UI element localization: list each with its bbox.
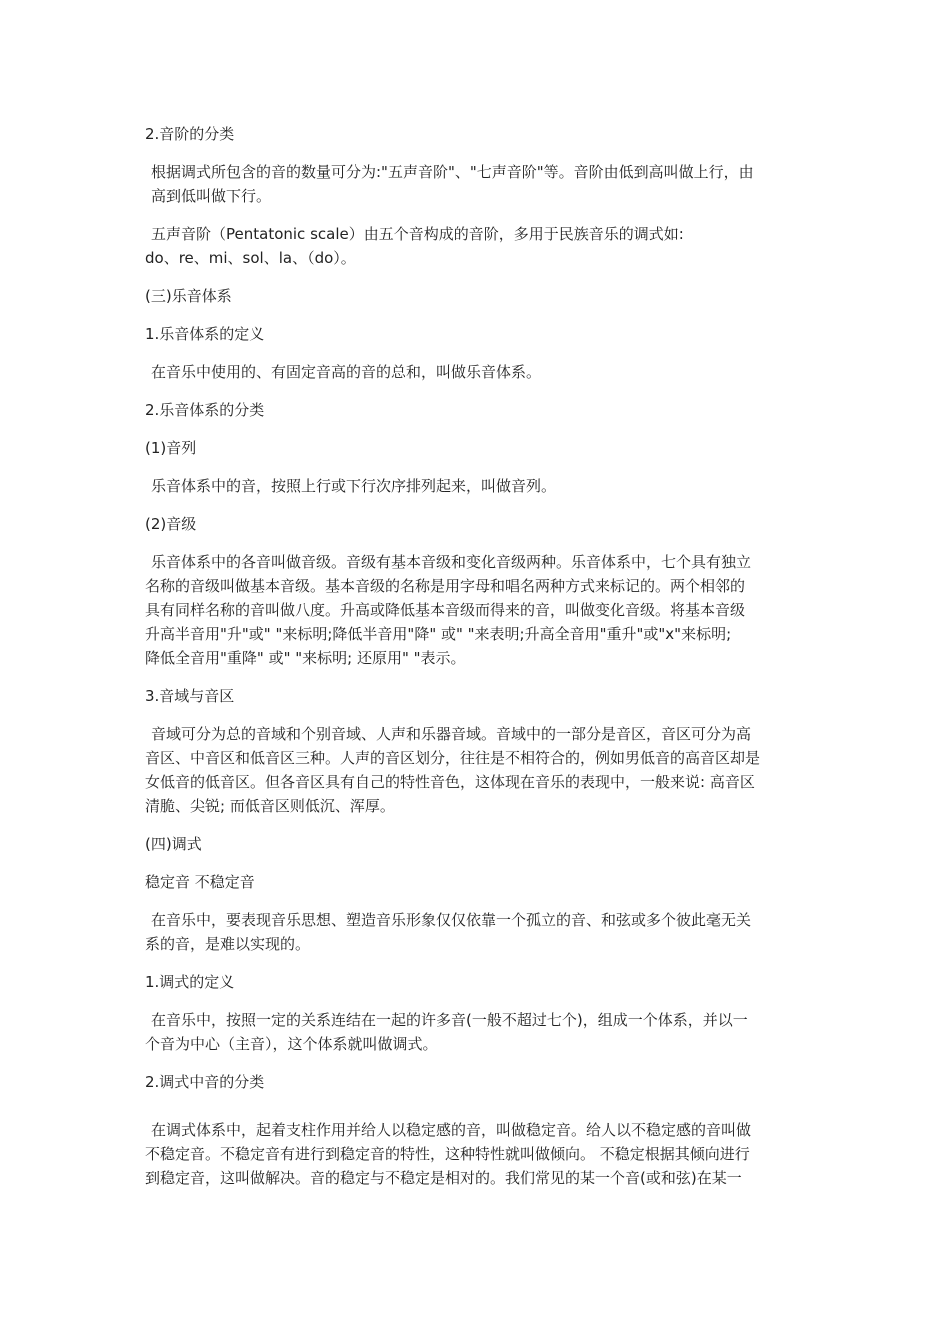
- paragraph-line: 到稳定音，这叫做解决。音的稳定与不稳定是相对的。我们常见的某一个音(或和弦)在某一: [145, 1169, 742, 1187]
- paragraph-line: 乐音体系中的音，按照上行或下行次序排列起来，叫做音列。: [151, 477, 557, 495]
- paragraph-line: 清脆、尖锐; 而低音区则低沉、浑厚。: [145, 797, 395, 815]
- section-heading: 2.音阶的分类: [145, 125, 235, 143]
- paragraph-line: 不稳定音。不稳定音有进行到稳定音的特性，这种特性就叫做倾向。 不稳定根据其倾向进行: [145, 1145, 750, 1163]
- paragraph-line: 个音为中心（主音），这个体系就叫做调式。: [145, 1035, 438, 1053]
- section-heading: 2.乐音体系的分类: [145, 401, 265, 419]
- paragraph-line: 升高半音用"升"或" "来标明;降低半音用"降" 或" "来表明;升高全音用"重升"或"x"来标明;: [145, 625, 732, 643]
- section-heading: 2.调式中音的分类: [145, 1073, 265, 1091]
- paragraph: [145, 1008, 813, 1056]
- paragraph-line: 五声音阶（Pentatonic scale）由五个音构成的音阶，多用于民族音乐的调式如:: [151, 225, 684, 243]
- paragraph-line: 在音乐中，要表现音乐思想、塑造音乐形象仅仅依靠一个孤立的音、和弦或多个彼此毫无关: [151, 911, 752, 929]
- section-heading: 1.调式的定义: [145, 973, 235, 991]
- section-heading: 1.乐音体系的定义: [145, 325, 265, 343]
- paragraph-line: 系的音，是难以实现的。: [145, 935, 311, 953]
- paragraph: [145, 1118, 813, 1190]
- paragraph: [145, 474, 813, 498]
- paragraph: [145, 550, 813, 670]
- paragraph-line: 在音乐中使用的、有固定音高的音的总和，叫做乐音体系。: [151, 363, 542, 381]
- paragraph-line: 名称的音级叫做基本音级。基本音级的名称是用字母和唱名两种方式来标记的。两个相邻的: [145, 577, 746, 595]
- paragraph: [145, 222, 813, 270]
- section-heading: 3.音域与音区: [145, 687, 235, 705]
- section-heading: (三)乐音体系: [145, 287, 232, 305]
- paragraph-line: 女低音的低音区。但各音区具有自己的特性音色，这体现在音乐的表现中，一般来说: 高音区: [145, 773, 755, 791]
- paragraph: [145, 360, 813, 384]
- section-heading: (四)调式: [145, 835, 202, 853]
- paragraph-line: 音域可分为总的音域和个别音域、人声和乐器音域。音域中的一部分是音区，音区可分为高: [151, 725, 752, 743]
- paragraph-line: do、re、mi、sol、la、（do）。: [145, 249, 356, 267]
- paragraph: [145, 908, 813, 956]
- paragraph-line: 乐音体系中的各音叫做音级。音级有基本音级和变化音级两种。乐音体系中，七个具有独立: [151, 553, 752, 571]
- paragraph-line: 根据调式所包含的音的数量可分为:"五声音阶"、"七声音阶"等。音阶由低到高叫做上行，由: [151, 163, 754, 181]
- paragraph: [145, 722, 813, 818]
- paragraph-line: 高到低叫做下行。: [151, 187, 272, 205]
- paragraph-line: 在调式体系中，起着支柱作用并给人以稳定感的音，叫做稳定音。给人以不稳定感的音叫做: [151, 1121, 752, 1139]
- section-heading: (2)音级: [145, 515, 197, 533]
- paragraph: [145, 160, 813, 208]
- paragraph-line: 降低全音用"重降" 或" "来标明; 还原用" "表示。: [145, 649, 466, 667]
- document-page: [145, 122, 813, 1190]
- paragraph-line: 音区、中音区和低音区三种。人声的音区划分，往往是不相符合的，例如男低音的高音区却是: [145, 749, 761, 767]
- section-heading: 稳定音 不稳定音: [145, 873, 255, 891]
- paragraph-line: 具有同样名称的音叫做八度。升高或降低基本音级而得来的音，叫做变化音级。将基本音级: [145, 601, 746, 619]
- paragraph-line: 在音乐中，按照一定的关系连结在一起的许多音(一般不超过七个)，组成一个体系，并以一: [151, 1011, 748, 1029]
- section-heading: (1)音列: [145, 439, 197, 457]
